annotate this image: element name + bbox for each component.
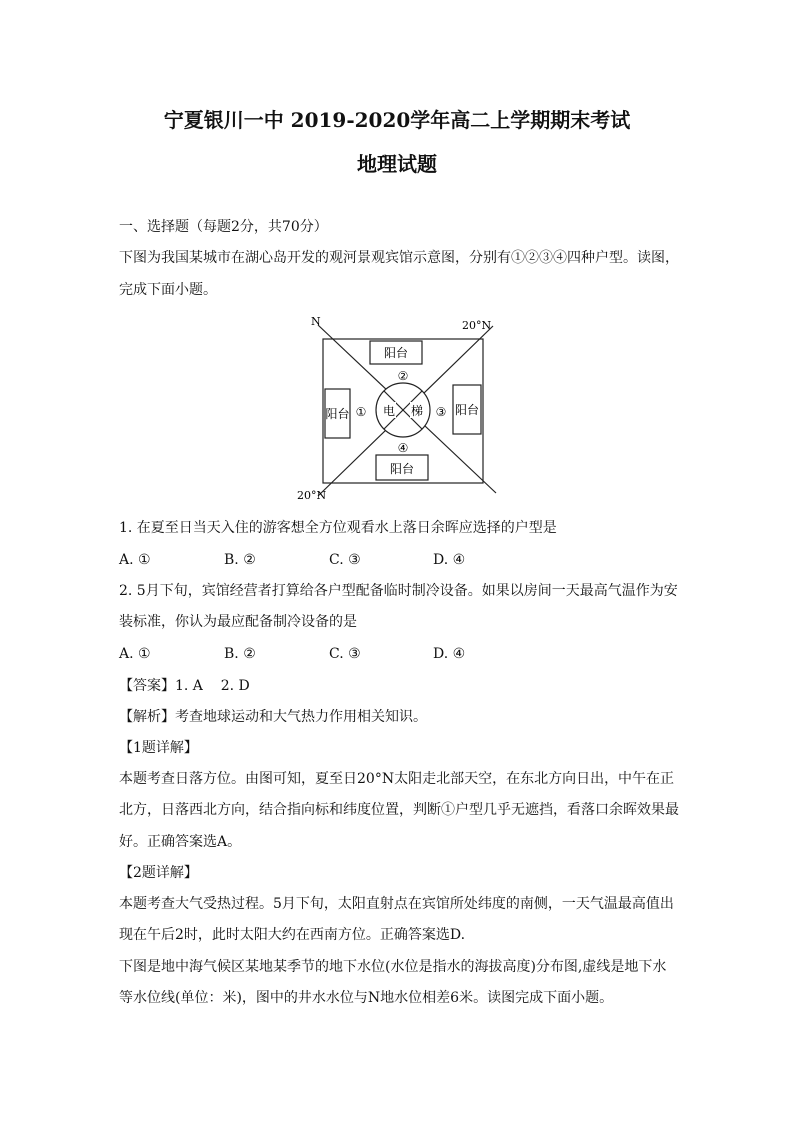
balcony-left-label: 阳台	[325, 407, 350, 421]
q2-option-b: B. ②	[224, 646, 256, 662]
q1-option-b: B. ②	[224, 552, 256, 568]
hotel-diagram	[290, 312, 510, 504]
document-title: 宁夏银川一中 2019-2020学年高二上学期期末考试	[163, 108, 631, 132]
intro-line-1: 下图为我国某城市在湖心岛开发的观河景观宾馆示意图，分别有①②③④四种户型。读图，	[119, 250, 679, 266]
q1-option-c: C. ③	[329, 552, 361, 568]
latitude-label-bottom: 20°N	[297, 489, 327, 502]
balcony-bottom-label: 阳台	[389, 462, 415, 476]
document-subtitle: 地理试题	[357, 152, 437, 176]
detail-1-line-3: 好。正确答案选A。	[119, 834, 242, 850]
q2-option-c: C. ③	[329, 646, 361, 662]
detail-1-heading: 【1题详解】	[119, 740, 198, 756]
question-1: 1. 在夏至日当天入住的游客想全方位观看水上落日余晖应选择的户型是	[119, 520, 557, 536]
room-1-label: ①	[355, 405, 367, 419]
next-intro-line-2: 等水位线(单位：米)，图中的井水水位与N地水位相差6米。读图完成下面小题。	[119, 990, 614, 1006]
q1-option-d: D. ④	[433, 552, 466, 568]
room-2-label: ②	[397, 369, 409, 383]
answer-line: 【答案】1. A 2. D	[119, 678, 250, 694]
next-intro-line-1: 下图是地中海气候区某地某季节的地下水位(水位是指水的海拔高度)分布图,虚线是地下水	[119, 959, 667, 975]
q1-option-a: A. ①	[119, 552, 151, 568]
intro-line-2: 完成下面小题。	[119, 282, 217, 298]
room-3-label: ③	[435, 405, 447, 419]
analysis-line: 【解析】考查地球运动和大气热力作用相关知识。	[119, 709, 427, 725]
elevator-label-left: 电	[382, 404, 396, 418]
q2-option-a: A. ①	[119, 646, 151, 662]
balcony-right-label: 阳台	[454, 403, 480, 417]
detail-1-line-2: 北方，日落西北方向，结合指向标和纬度位置，判断①户型几乎无遮挡，看落口余晖效果最	[119, 802, 679, 818]
q2-option-d: D. ④	[433, 646, 466, 662]
question-2-line-2: 装标准，你认为最应配备制冷设备的是	[119, 614, 357, 630]
latitude-label-top: 20°N	[462, 319, 492, 332]
north-label: N	[311, 315, 321, 328]
detail-1-line-1: 本题考查日落方位。由图可知，夏至日20°N太阳走北部天空，在东北方向日出，中午在正	[119, 771, 675, 787]
detail-2-line-2: 现在午后2时，此时太阳大约在西南方位。正确答案选D.	[119, 927, 466, 943]
question-2-line-1: 2. 5月下旬，宾馆经营者打算给各户型配备临时制冷设备。如果以房间一天最高气温作为安	[119, 583, 678, 599]
section-heading: 一、选择题（每题2分，共70分）	[119, 219, 328, 235]
detail-2-line-1: 本题考查大气受热过程。5月下旬，太阳直射点在宾馆所处纬度的南侧，一天气温最高值出	[119, 896, 674, 912]
balcony-top-label: 阳台	[383, 346, 409, 360]
elevator-label-right: 梯	[410, 404, 424, 418]
detail-2-heading: 【2题详解】	[119, 865, 198, 881]
room-4-label: ④	[397, 441, 409, 455]
